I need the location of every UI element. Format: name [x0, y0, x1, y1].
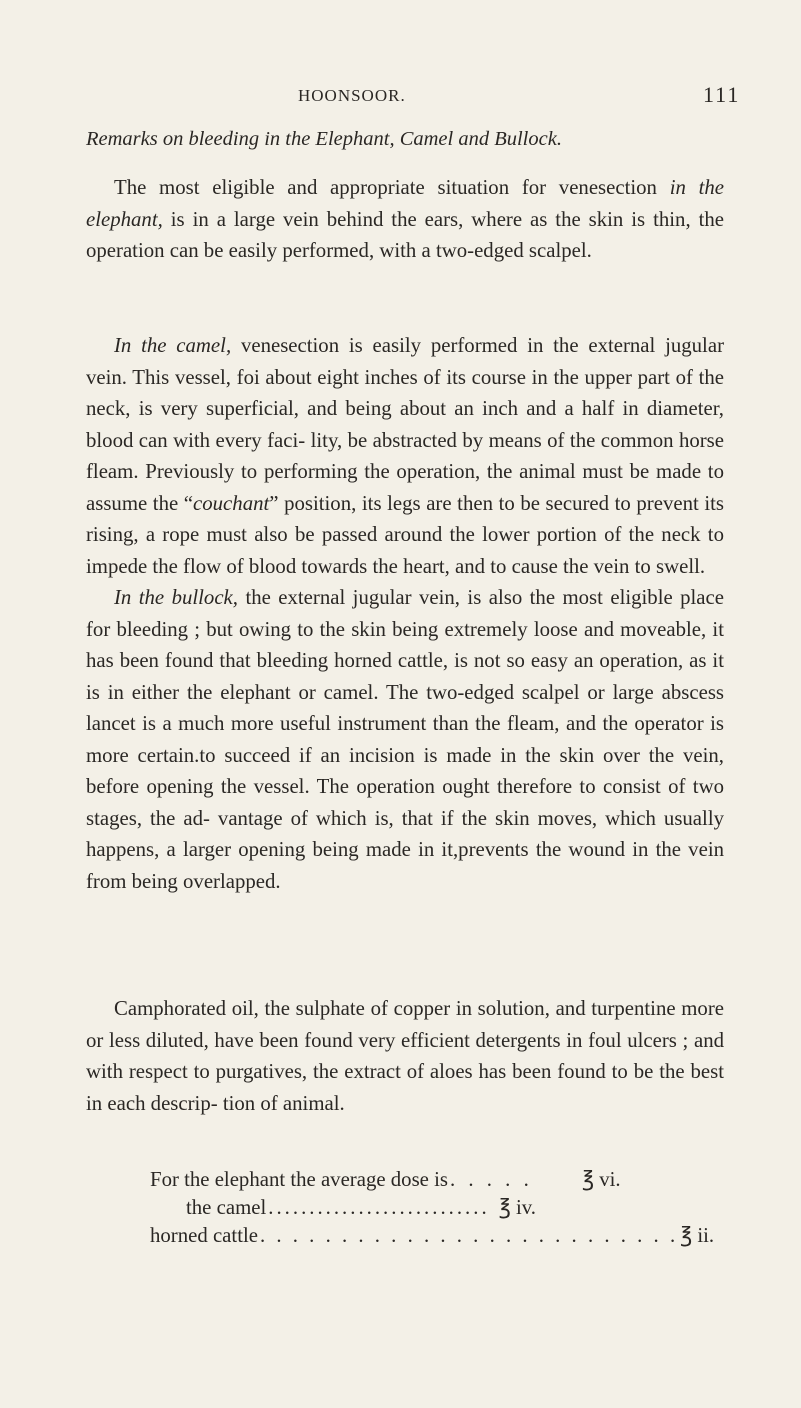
dose-leader: . . . . . . . . . . . . . . . . . . . . . . . . . . — [259, 1224, 679, 1247]
dose-value: ℥ ii. — [680, 1224, 715, 1247]
dose-label: horned cattle — [150, 1224, 258, 1247]
paragraph-camel — [86, 330, 724, 582]
dose-label: the camel — [186, 1196, 267, 1219]
dose-leader: ........................... — [268, 1196, 490, 1219]
paragraph-bullock — [86, 582, 724, 897]
dose-leader: . . . . . — [449, 1168, 533, 1191]
italic-word: couchant — [193, 491, 270, 515]
paragraph-text: ” position, its legs are then to be secured to prevent its rising, a rope must also be passed around the lower portion of the neck to impede the flow of blood towards the heart, and to cause the vein to swell. — [86, 491, 724, 578]
paragraph-text: The most eligible and appropriate situation for venesection — [114, 176, 657, 199]
dose-value: ℥ iv. — [498, 1196, 536, 1219]
dose-table — [150, 1166, 740, 1250]
paragraph-text: Camphorated oil, the sulphate of copper in solution, and turpentine more or less diluted, have been found very efficient detergents in foul ulcers ; and with respect to purgatives, the extract of aloes has been found to be the best in each descrip- tion of animal. — [86, 997, 724, 1115]
dose-line-elephant — [150, 1166, 621, 1194]
paragraph-text: venesection is easily performed in the external jugular vein. This vessel, foi about eight inches of its course in the upper part of the neck, is very superficial, and being about an inch and a half in diameter, blood can with every faci- lity, be abstracted by means of the common horse fleam. Previously to performing the operation, the animal must be made to assume the “ — [86, 334, 724, 515]
section-title: Remarks on bleeding in the Elephant, Camel and Bullock. — [86, 128, 562, 150]
paragraph-elephant — [86, 172, 724, 267]
italic-phrase: in the elephant, — [86, 176, 725, 231]
paragraph-detergents — [86, 993, 724, 1119]
dose-value: ℥ vi. — [581, 1168, 621, 1191]
italic-phrase: In the bullock, — [114, 586, 238, 609]
italic-phrase: In the camel, — [114, 334, 232, 357]
paragraph-text: the external jugular vein, is also the most eligible place for bleeding ; but owing to the skin being extremely loose and moveable, it has been found that bleeding horned cattle, is not so easy an operation, as it is in either the elephant or camel. The two-edged scalpel or large abscess lancet is a much more useful instrument than the fleam, and the operator is more certain.to succeed if an incision is made in the skin over the vein, before opening the vessel. The operation ought therefore to consist of two stages, the ad- vantage of which is, that if the skin moves, which usually happens, a larger opening being made in it,prevents the wound in the vein from being overlapped. — [86, 586, 725, 893]
dose-line-horned-cattle — [150, 1222, 715, 1250]
paragraph-text: is in a large vein behind the ears, where as the skin is thin, the operation can be easily performed, with a two-edged scalpel. — [86, 207, 724, 262]
running-title: HOONSOOR. — [298, 86, 406, 105]
page-number: 111 — [703, 82, 741, 107]
dose-label: For the elephant the average dose is — [150, 1168, 448, 1191]
dose-line-camel — [150, 1194, 536, 1222]
